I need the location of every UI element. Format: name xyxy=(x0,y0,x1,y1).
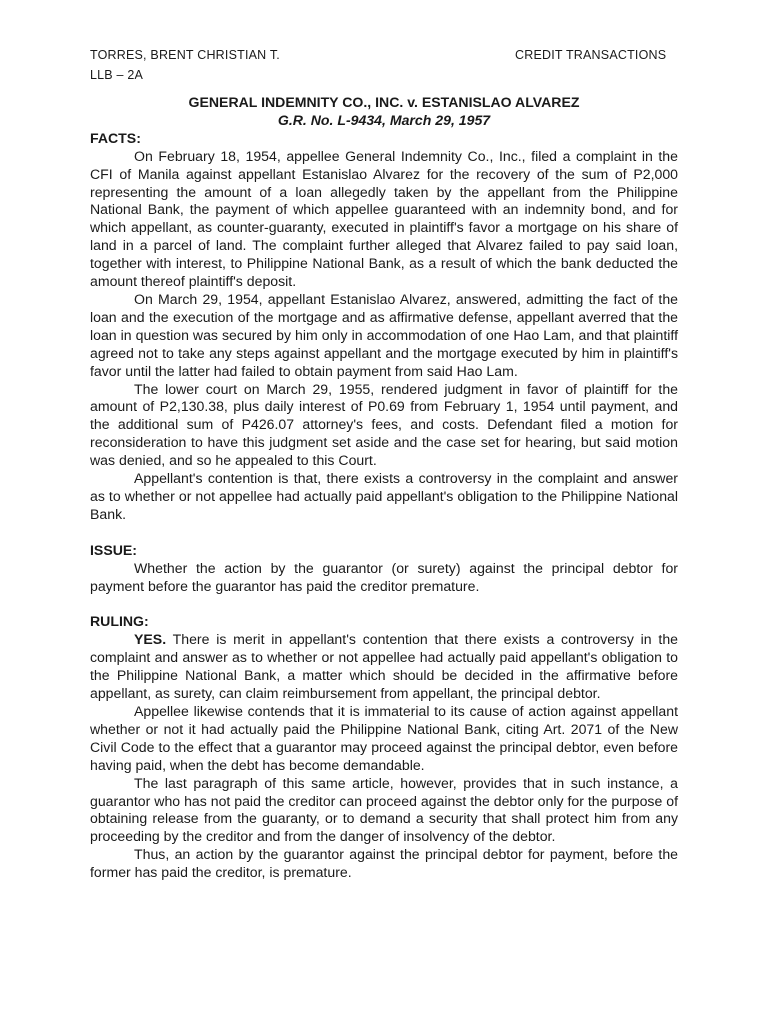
ruling-paragraph-1-text: There is merit in appellant's contention that there exists a controversy in the complaint and answer as to whether or not appellee had actually paid appellant's obligation to the Philippine National Bank, a matter which should be decided in the affirmative before appellant, as surety, can claim reimbursement from appellant, the principal debtor. xyxy=(90,631,678,702)
issue-heading: ISSUE: xyxy=(90,541,137,558)
case-citation: G.R. No. L-9434, March 29, 1957 xyxy=(277,111,491,128)
ruling-answer: YES. xyxy=(134,631,167,648)
ruling-paragraph-3: The last paragraph of this same article, however, provides that in such instance, a guarantor who has not paid the creditor can proceed against the debtor only for the purpose of obtaining release from the guaranty, or to demand a security that shall protect him from any proceeding by the creditor and from the danger of insolvency of the debtor. xyxy=(90,774,678,845)
ruling-heading: RULING: xyxy=(90,613,149,630)
document-body xyxy=(90,94,678,882)
issue-text: Whether the action by the guarantor (or surety) against the principal debtor for payment before the guarantor has paid the creditor premature. xyxy=(90,559,678,594)
ruling-paragraph-1 xyxy=(90,631,678,703)
ruling-paragraph-4: Thus, an action by the guarantor against the principal debtor for payment, before the former has paid the creditor, is premature. xyxy=(90,846,678,881)
facts-paragraph-4: Appellant's contention is that, there exists a controversy in the complaint and answer as to whether or not appellee had actually paid appellant's obligation to the Philippine National Bank. xyxy=(90,470,678,522)
case-title: GENERAL INDEMNITY CO., INC. v. ESTANISLAO ALVAREZ xyxy=(188,94,580,110)
facts-paragraph-2: On March 29, 1954, appellant Estanislao Alvarez, answered, admitting the fact of the loan and the execution of the mortgage and as affirmative defense, appellant averred that the loan in question was secured by him only in accommodation of one Hao Lam, and that plaintiff agreed not to take any steps against appellant and the mortgage executed by him in plaintiff's favor until the latter had failed to obtain payment from said Hao Lam. xyxy=(90,290,678,379)
student-name: TORRES, BRENT CHRISTIAN T. xyxy=(90,48,280,62)
subject-label: CREDIT TRANSACTIONS xyxy=(515,48,667,62)
facts-paragraph-1: On February 18, 1954, appellee General Indemnity Co., Inc., filed a complaint in the CFI of Manila against appellant Estanislao Alvarez for the recovery of the sum of P2,000 representing the amount of a loan allegedly taken by the appellant from the Philippine National Bank, the payment of which appellee guaranteed with an indemnity bond, and for which appellant, as counter-guaranty, executed in plaintiff's favor a mortgage on his share of land in a parcel of land. The complaint further alleged that Alvarez failed to pay said loan, together with interest, to Philippine National Bank, as a result of which the bank deducted the amount thereof plaintiff's deposit. xyxy=(90,147,678,290)
facts-paragraph-3: The lower court on March 29, 1955, rendered judgment in favor of plaintiff for the amount of P2,130.38, plus daily interest of P0.69 from February 1, 1954 until payment, and the additional sum of P426.07 attorney's fees, and costs. Defendant filed a motion for reconsideration to have this judgment set aside and the case set for hearing, but said motion was denied, and so he appealed to this Court. xyxy=(90,380,678,469)
student-section: LLB – 2A xyxy=(90,68,144,82)
ruling-paragraph-2: Appellee likewise contends that it is immaterial to its cause of action against appellant whether or not it had actually paid the Philippine National Bank, citing Art. 2071 of the New Civil Code to the effect that a guarantor may proceed against the principal debtor, even before having paid, when the debt has become demandable. xyxy=(90,703,678,773)
facts-heading: FACTS: xyxy=(90,129,141,146)
